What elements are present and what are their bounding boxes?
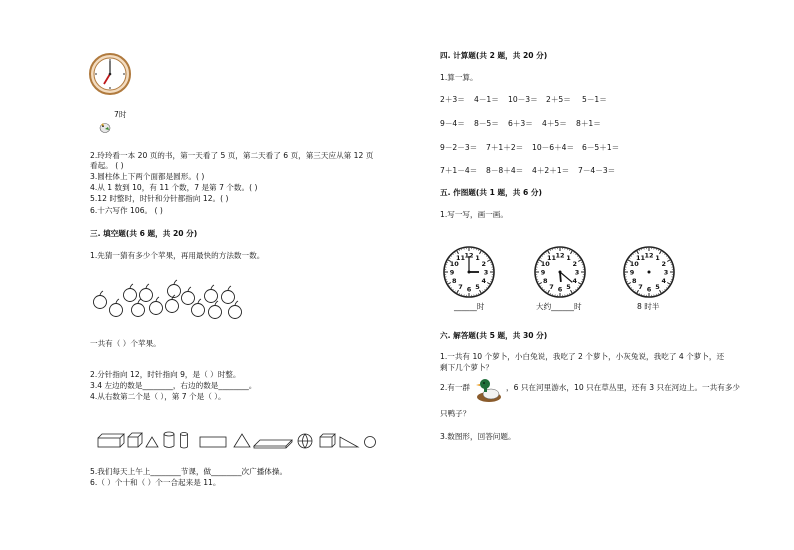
clock-number: 2 xyxy=(572,260,577,268)
calc-item: 9－2－3＝ xyxy=(440,143,478,152)
cuboid-icon xyxy=(98,434,124,447)
clock-number: 8 xyxy=(452,277,457,285)
apple-icon xyxy=(94,291,107,309)
clock-number: 1 xyxy=(475,253,480,262)
fill-question-1: 1.先猜一猜有多少个苹果，再用最快的方法数一数。 xyxy=(90,251,265,260)
clock-number: 5 xyxy=(655,283,660,292)
calc-item: 4＋2＋1＝ xyxy=(532,166,570,175)
calc-item: 4－1＝ xyxy=(474,95,499,104)
calc-intro: 1.算一算。 xyxy=(440,73,478,82)
fill-question-6: 6.（ ）个十和（ ）个一合起来是 11。 xyxy=(90,478,221,487)
cylinder-icon xyxy=(164,432,174,448)
clock-number: 6 xyxy=(646,285,652,294)
apple-icon xyxy=(209,301,222,319)
apple-icon xyxy=(132,299,145,317)
apple-icon xyxy=(205,285,218,303)
answer-3: 3.数图形，回答问题。 xyxy=(440,432,516,441)
section-5-title: 五. 作图题(共 1 题，共 6 分) xyxy=(440,188,542,197)
apple-icon xyxy=(140,284,153,302)
section-3-title: 三. 填空题(共 6 题，共 20 分) xyxy=(90,229,198,238)
fill-question-4: 4.从右数第二个是（ ），第 7 个是（ ）。 xyxy=(90,392,226,401)
triangle-icon xyxy=(234,434,250,447)
shapes-row xyxy=(96,430,386,450)
clock-number: 9 xyxy=(449,268,455,277)
slab-icon xyxy=(254,440,292,448)
clock-number: 7 xyxy=(458,283,463,292)
apple-icon xyxy=(150,297,163,315)
fill-question-3: 3.4 左边的数是________，右边的数是________。 xyxy=(90,381,257,390)
apple-icon xyxy=(168,280,181,298)
clock-face-icon xyxy=(442,245,496,299)
fill-question-1-answer: 一共有（ ）个苹果。 xyxy=(90,339,161,348)
clock-number: 10 xyxy=(540,260,550,268)
calc-item: 8－8＋4＝ xyxy=(486,166,524,175)
calc-item: 2＋3＝ xyxy=(440,95,465,104)
question-5: 5.12 时整时，时针和分针都指向 12。( ) xyxy=(90,194,229,203)
clock-face-icon xyxy=(533,245,587,299)
apple-icon xyxy=(124,284,137,302)
clock-number: 7 xyxy=(549,283,554,292)
clock-number: 8 xyxy=(632,277,637,285)
circle-icon xyxy=(365,437,376,448)
duck-icon xyxy=(475,375,503,405)
clock-number: 7 xyxy=(638,283,643,292)
calc-item: 7－4－3＝ xyxy=(578,166,616,175)
clock-number: 10 xyxy=(449,260,459,268)
answer-1-line2: 剩下几个萝卜？ xyxy=(440,363,494,372)
clock-number: 9 xyxy=(629,268,635,277)
answer-2-part1: 2.有一群 xyxy=(440,383,471,392)
clock-number: 1 xyxy=(566,253,571,262)
calc-item: 6－5＋1＝ xyxy=(582,143,620,152)
clock-face-icon xyxy=(622,245,676,299)
clock-number: 2 xyxy=(661,260,666,268)
cuboid-small-icon xyxy=(320,434,335,447)
apples-illustration xyxy=(90,282,260,322)
clock-number: 12 xyxy=(464,251,474,260)
apple-icon xyxy=(182,287,195,305)
clock-number: 1 xyxy=(655,253,660,262)
cube-icon xyxy=(128,433,142,447)
calc-item: 6＋3＝ xyxy=(508,119,533,128)
calc-item: 2＋5＝ xyxy=(546,95,571,104)
calc-item: 8－5＝ xyxy=(474,119,499,128)
clock-7-icon xyxy=(88,52,132,96)
answer-2-part2: ，6 只在河里游水，10 只在草丛里，还有 3 只在河边上。一共有多少 xyxy=(506,383,741,392)
question-6: 6.十六写作 106。 ( ) xyxy=(90,206,163,215)
right-triangle-icon xyxy=(340,437,358,447)
apple-icon xyxy=(229,301,242,319)
clock-caption: 7时 xyxy=(114,110,127,119)
question-2-line1: 2.玲玲看一本 20 页的书，第一天看了 5 页，第二天看了 6 页，第三天应从第 12 页 xyxy=(90,151,374,160)
clock-number: 4 xyxy=(481,277,486,285)
clock-number: 3 xyxy=(574,268,580,277)
fill-question-2: 2.分针指向 12，时针指向 9，是（ ）时整。 xyxy=(90,370,241,379)
calc-item: 10－6＋4＝ xyxy=(532,143,575,152)
chick-icon xyxy=(99,121,111,133)
clock-number: 9 xyxy=(540,268,546,277)
clock-number: 12 xyxy=(555,251,565,260)
question-2-line2: 看起。 ( ) xyxy=(90,161,124,170)
section-6-title: 六. 解答题(共 5 题，共 30 分) xyxy=(440,331,548,340)
clock-label-1: ______时 xyxy=(454,302,485,311)
question-4: 4.从 1 数到 10，有 11 个数，7 是第 7 个数。( ) xyxy=(90,183,258,192)
rectangle-icon xyxy=(200,437,226,447)
question-3: 3.圆柱体上下两个面都是圆形。( ) xyxy=(90,172,205,181)
answer-1-line1: 1.一共有 10 个萝卜，小白兔说，我吃了 2 个萝卜，小灰兔说，我吃了 4 个萝卜，还 xyxy=(440,352,725,361)
calc-item: 7＋1＋2＝ xyxy=(486,143,524,152)
clock-number: 5 xyxy=(475,283,480,292)
ball-icon xyxy=(298,434,312,448)
clock-label-2: 大约______时 xyxy=(536,302,582,311)
clock-number: 5 xyxy=(566,283,571,292)
answer-2-line2: 只鸭子？ xyxy=(440,409,471,418)
apple-icon xyxy=(110,299,123,317)
clock-number: 8 xyxy=(543,277,548,285)
clock-number: 10 xyxy=(629,260,639,268)
clock-number: 3 xyxy=(663,268,669,277)
calc-item: 9－4＝ xyxy=(440,119,465,128)
cylinder-tall-icon xyxy=(181,433,188,449)
clock-number: 11 xyxy=(635,253,646,262)
clock-number: 6 xyxy=(466,285,472,294)
clock-label-3: 8 时半 xyxy=(637,302,660,311)
apple-icon xyxy=(222,286,235,304)
triangle-icon xyxy=(146,437,158,447)
clock-number: 6 xyxy=(557,285,563,294)
draw-intro: 1.写一写，画一画。 xyxy=(440,210,508,219)
calc-item: 8＋1＝ xyxy=(576,119,601,128)
clock-number: 12 xyxy=(644,251,654,260)
calc-item: 4＋5＝ xyxy=(542,119,567,128)
clock-number: 4 xyxy=(572,277,577,285)
clock-number: 11 xyxy=(546,253,557,262)
calc-item: 7＋1－4＝ xyxy=(440,166,478,175)
clock-number: 3 xyxy=(483,268,489,277)
clock-number: 2 xyxy=(481,260,486,268)
section-4-title: 四. 计算题(共 2 题，共 20 分) xyxy=(440,51,548,60)
clock-number: 11 xyxy=(455,253,466,262)
calc-item: 5－1＝ xyxy=(582,95,607,104)
clock-number: 4 xyxy=(661,277,666,285)
fill-question-5: 5.我们每天上午上________节课，做________次广播体操。 xyxy=(90,467,288,476)
calc-item: 10－3＝ xyxy=(508,95,538,104)
